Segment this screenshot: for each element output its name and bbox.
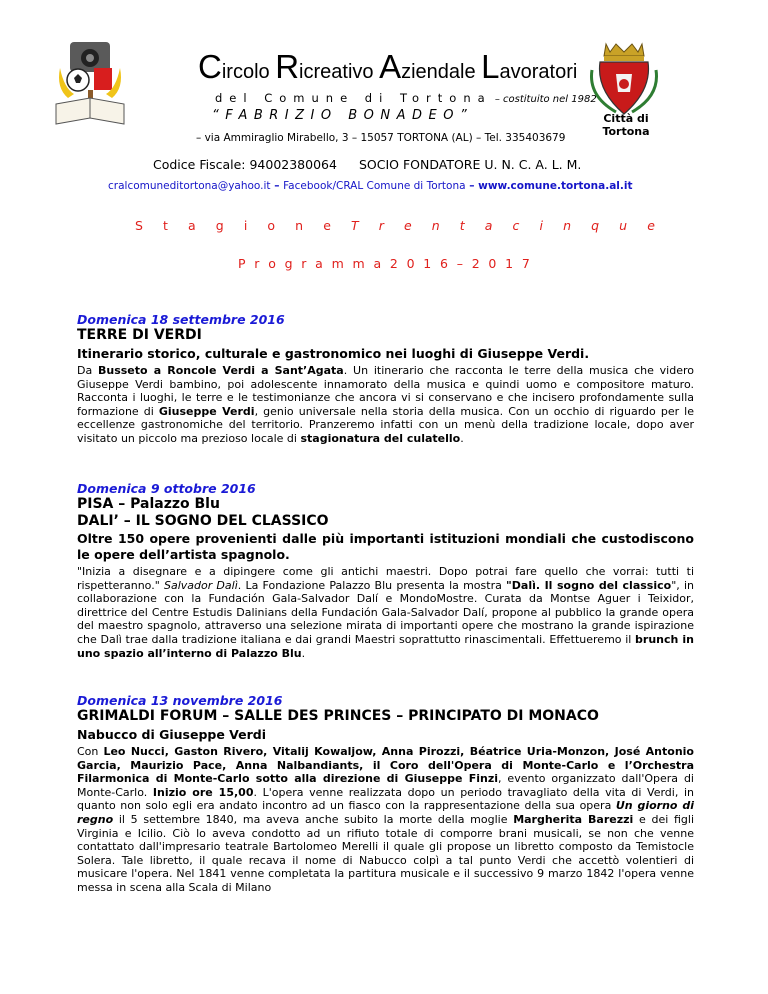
event-title: PISA – Palazzo Blu <box>77 496 220 512</box>
season-heading: S t a g i o n e T r e n t a c i n q u e <box>135 218 655 233</box>
event-subtitle: Nabucco di Giuseppe Verdi <box>77 727 267 742</box>
fiscal-line <box>153 157 581 172</box>
facebook-link[interactable]: Facebook/CRAL Comune di Tortona <box>283 180 466 192</box>
org-subline: del Comune di Tortona – costituito nel 1982 <box>215 91 597 105</box>
org-title: Circolo Ricreativo Aziendale Lavoratori <box>198 48 578 85</box>
org-name-line: “FABRIZIO BONADEO” <box>212 108 474 123</box>
event-title: TERRE DI VERDI <box>77 327 202 343</box>
tortona-coat-of-arms-icon <box>586 40 662 120</box>
event-date: Domenica 9 ottobre 2016 <box>77 481 256 496</box>
website-link[interactable]: www.comune.tortona.al.it <box>478 180 633 192</box>
event-description: "Inizia a disegnare e a dipingere come gli antichi maestri. Dopo potrai fare quello che vorrai: tutti ti rispetteranno." Salvador Dalì. La Fondazione Palazzo Blu presenta la mostra "Dalì. Il sogno del classico", in collaborazione con la Fundación Gala-Salvador Dalí e MondoMostre. Curata da Montse Aguer i Teixidor, direttrice del Centre Estudis Dalinians della Fundación Gala-Salvador Dalí, propone al pubblico la grande opera del maestro spagnolo, attraverso una selezione mirata di importanti opere che mostrano la grande ispirazione che Dalì trae dalla tradizione italiana e dai grandi Maestri soprattutto rinascimentali. Effettueremo il brunch in uno spazio all’interno di Palazzo Blu. <box>77 565 694 660</box>
event-subtitle: Itinerario storico, culturale e gastronomico nei luoghi di Giuseppe Verdi. <box>77 346 590 361</box>
event-title-secondary: DALI’ – IL SOGNO DEL CLASSICO <box>77 513 329 529</box>
founder-text: SOCIO FONDATORE U. N. C. A. L. M. <box>358 157 582 172</box>
email-link[interactable]: cralcomuneditortona@yahoo.it <box>108 180 271 192</box>
event-description: Da Busseto a Roncole Verdi a Sant’Agata. Un itinerario che racconta le terre della musica che videro Giuseppe Verdi bambino, poi adolescente innamorato della musica e quindi uomo e compositore maturo. Racconta i luoghi, le terre e le testimonianze che ancora vi si conservano e che incisero profondamente sulla formazione di Giuseppe Verdi, genio universale nella storia della musica. Con un occhio di riguardo per le eccellenze gastronomiche del territorio. Pranzeremo infatti con un menù della tradizione locale, dopo aver visitato un piccolo ma prezioso locale di stagionatura del culatello. <box>77 364 695 445</box>
program-heading: P r o g r a m m a 2 0 1 6 – 2 0 1 7 <box>238 256 530 271</box>
city-label: Città di Tortona <box>602 112 650 138</box>
fiscal-code: Codice Fiscale: 94002380064 <box>153 157 337 172</box>
event-subtitle: Oltre 150 opere provenienti dalle più importanti istituzioni mondiali che custodiscono le opere dell’artista spagnolo. <box>77 531 694 562</box>
event-date: Domenica 13 novembre 2016 <box>77 693 283 708</box>
org-address: – via Ammiraglio Mirabello, 3 – 15057 TORTONA (AL) – Tel. 335403679 <box>196 132 566 144</box>
event-section <box>77 481 694 660</box>
event-date: Domenica 18 settembre 2016 <box>77 312 285 327</box>
event-section <box>77 312 694 446</box>
contacts-line: cralcomuneditortona@yahoo.it – Facebook/CRAL Comune di Tortona – www.comune.tortona.al.it <box>108 180 633 192</box>
event-section <box>77 693 694 895</box>
event-title: GRIMALDI FORUM – SALLE DES PRINCES – PRINCIPATO DI MONACO <box>77 708 599 724</box>
cral-logo <box>50 38 130 128</box>
event-description: Con Leo Nucci, Gaston Rivero, Vitalij Kowaljow, Anna Pirozzi, Béatrice Uria-Monzon, José Antonio Garcia, Maurizio Pace, Anna Nalbandiants, il Coro dell'Opera di Monte-Carlo e l’Orchestra Filarmonica di Monte-Carlo sotto alla direzione di Giuseppe Finzi, evento organizzato dall'Opera di Monte-Carlo. Inizio ore 15,00. L'opera venne realizzata dopo un periodo travagliato della vita di Verdi, in quanto non solo egli era andato incontro ad un fiasco con la rappresentazione della sua opera Un giorno di regno il 5 settembre 1840, ma aveva anche subito la morte della moglie Margherita Barezzi e dei figli Virginia e Icilio. Ciò lo aveva condotto ad un rifiuto totale di comporre brani musicali, se non che venne contattato dall'impresario teatrale Bartolomeo Merelli il quale gli propose un libretto composto da Temistocle Solera. Tale libretto, il quale recava il nome di Nabucco colpì a tal punto Verdi che accettò volentieri di musicare l'opera. Nel 1841 venne completata la partitura musicale e il successivo 9 marzo 1842 l'opera venne messa in scena alla Scala di Milano <box>77 745 695 894</box>
